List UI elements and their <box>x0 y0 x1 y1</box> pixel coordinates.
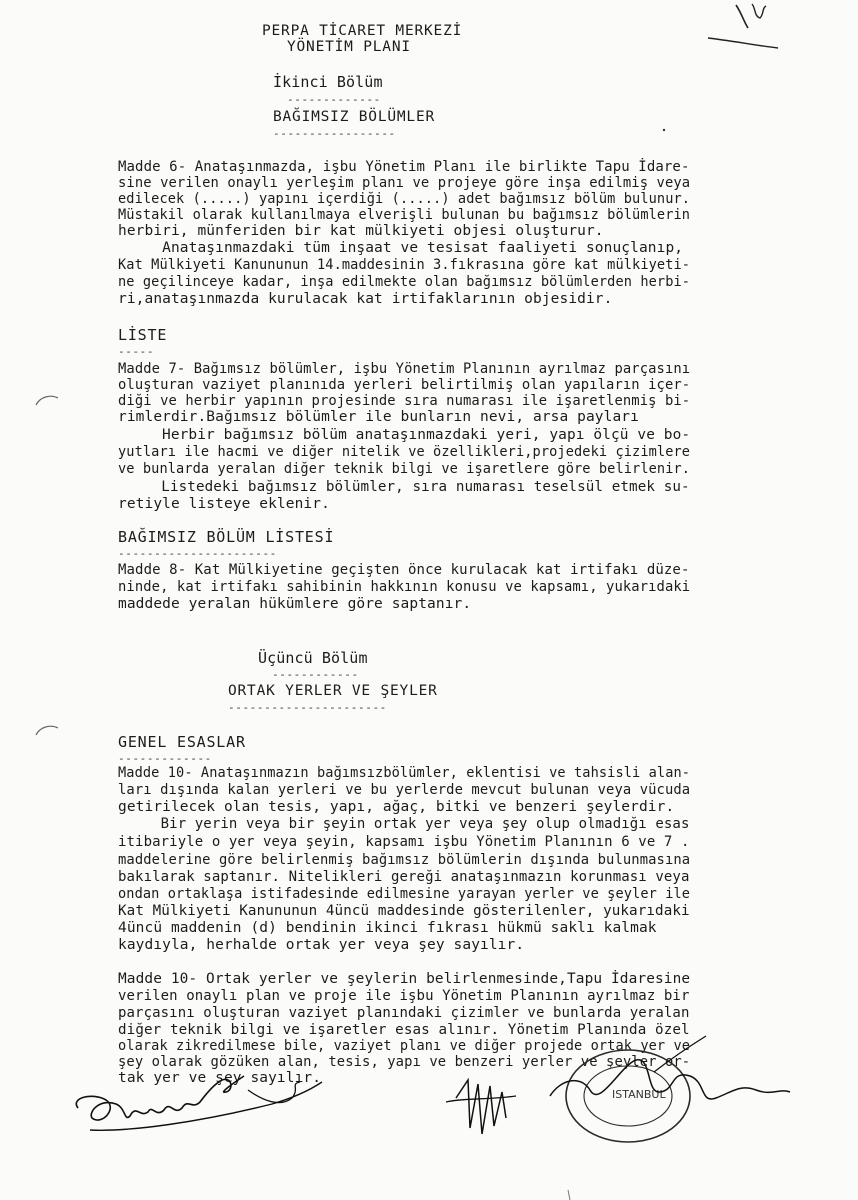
paragraph-line: olarak zikredilmese bile, vaziyet planı ve diğer projede ortak yer ve <box>118 1038 691 1054</box>
paragraph-line: tak yer ve şey sayılır. <box>118 1070 322 1086</box>
paragraph-line: Bir yerin veya bir şeyin ortak yer veya şey olup olmadığı esas <box>118 816 690 832</box>
paragraph-line: ları dışında kalan yerleri ve bu yerlerde mevcut bulunan veya vücuda <box>118 782 691 798</box>
part3-title-underline: ---------------------- <box>228 701 387 714</box>
paragraph-line: yutları ile hacmi ve diğer nitelik ve özellikleri,projedeki çizimlere <box>118 444 691 460</box>
paragraph-line: Listedeki bağımsız bölümler, sıra numarası teselsül etmek su- <box>118 479 690 495</box>
paragraph-line: Kat Mülkiyeti Kanununun 4üncü maddesinde gösterilenler, yukarıdaki <box>118 903 690 919</box>
document-title-line2: YÖNETİM PLANI <box>287 39 411 55</box>
paragraph-line: Müstakil olarak kullanılmaya elverişli bulunan bu bağımsız bölümlerin <box>118 207 691 223</box>
company-stamp <box>584 1066 672 1126</box>
paragraph-line: kaydıyla, herhalde ortak yer veya şey sayılır. <box>118 937 525 953</box>
part2-label: İkinci Bölüm <box>273 73 383 91</box>
paragraph-line: maddelerine göre belirlenmiş bağımsız bölümlerin dışında bulunmasına <box>118 852 691 868</box>
paragraph-line: Madde 8- Kat Mülkiyetine geçişten önce kurulacak kat irtifakı düze- <box>118 562 690 578</box>
liste-underline: ----- <box>118 345 155 358</box>
bb-listesi-underline: ---------------------- <box>118 547 277 560</box>
part3-label: Üçüncü Bölüm <box>258 649 368 667</box>
document-title-line1: PERPA TİCARET MERKEZİ <box>262 23 463 39</box>
paragraph-line: ninde, kat irtifakı sahibinin hakkının konusu ve kapsamı, yukarıdaki <box>118 579 691 595</box>
paragraph-line: şey olarak gözüken alan, tesis, yapı ve benzeri yerler ve şeyler or- <box>118 1054 691 1070</box>
paragraph-line: parçasını oluşturan vaziyet planındaki çizimler ve bunlarda yeralan <box>118 1005 690 1021</box>
paragraph-line: ri,anataşınmazda kurulacak kat irtifaklarının objesidir. <box>118 291 613 307</box>
punch-hole-mark <box>36 396 58 405</box>
corner-pen-mark <box>708 38 778 48</box>
part2-label-underline: ------------- <box>287 93 381 106</box>
paragraph-line: Herbir bağımsız bölüm anataşınmazdaki yeri, yapı ölçü ve bo- <box>118 427 691 443</box>
paragraph-line: diğer teknik bilgi ve işaretler esas alınır. Yönetim Planında özel <box>118 1022 690 1038</box>
paragraph-line: getirilecek olan tesis, yapı, ağaç, bitki ve benzeri şeylerdir. <box>118 799 675 815</box>
paragraph-line: 4üncü maddenin (d) bendinin ikinci fıkrası hükmü saklı kalmak <box>118 920 657 936</box>
part3-label-underline: ------------ <box>272 668 359 681</box>
part2-title-underline: ----------------- <box>273 127 396 140</box>
paragraph-line: Madde 10- Ortak yerler ve şeylerin belirlenmesinde,Tapu İdaresine <box>118 971 691 987</box>
paragraph-line: ve bunlarda yeralan diğer teknik bilgi ve işaretlere göre belirlenir. <box>118 461 691 477</box>
signature <box>446 1096 516 1102</box>
ink-dot <box>663 129 665 131</box>
paragraph-line: verilen onaylı plan ve proje ile işbu Yönetim Planının ayrılmaz bir <box>118 988 690 1004</box>
paragraph-line: Kat Mülkiyeti Kanununun 14.maddesinin 3.fıkrasına göre kat mülkiyeti- <box>118 257 691 273</box>
genel-esaslar-heading: GENEL ESASLAR <box>118 733 246 751</box>
paragraph-line: Madde 10- Anataşınmazın bağımsızbölümler, eklentisi ve tahsisli alan- <box>118 765 691 781</box>
part3-title: ORTAK YERLER VE ŞEYLER <box>228 683 438 699</box>
punch-hole-mark <box>36 726 58 735</box>
paragraph-line: Madde 6- Anataşınmazda, işbu Yönetim Planı ile birlikte Tapu İdare- <box>118 159 690 175</box>
paragraph-line: itibariyle o yer veya şeyin, kapsamı işbu Yönetim Planının 6 ve 7 . <box>118 834 690 850</box>
signature <box>90 1082 322 1130</box>
paragraph-line: ondan ortaklaşa istifadesinde edilmesine yarayan yerler ve şeyler ile <box>118 886 691 902</box>
paragraph-line: rimlerdir.Bağımsız bölümler ile bunların nevi, arsa payları <box>118 409 639 425</box>
bb-listesi-heading: BAĞIMSIZ BÖLÜM LİSTESİ <box>118 528 335 546</box>
paragraph-line: retiyle listeye eklenir. <box>118 496 330 512</box>
scan-edge-mark <box>568 1190 570 1200</box>
paragraph-line: sine verilen onaylı yerleşim planı ve projeye göre inşa edilmiş veya <box>118 175 691 191</box>
paragraph-line: maddede yeralan hükümlere göre saptanır. <box>118 596 472 612</box>
paragraph-line: bakılarak saptanır. Nitelikleri gereği anataşınmazın korunması veya <box>118 869 690 885</box>
liste-heading: LİSTE <box>118 326 168 344</box>
paragraph-line: edilecek (.....) yapını içerdiği (.....) adet bağımsız bölüm bulunur. <box>118 191 691 207</box>
paragraph-line: ne geçilinceye kadar, inşa edilmekte olan bağımsız bölümlerden herbi- <box>118 274 691 290</box>
corner-pen-mark <box>736 5 748 28</box>
paragraph-line: oluşturan vaziyet planınıda yerleri belirtilmiş olan yapıların içer- <box>118 377 691 393</box>
paragraph-line: diği ve herbir yapının projesinde sıra numarası ile işaretlenmiş bi- <box>118 393 691 409</box>
part2-title: BAĞIMSIZ BÖLÜMLER <box>273 109 436 125</box>
stamp-text: ISTANBUL <box>612 1088 666 1101</box>
signature <box>456 1080 506 1134</box>
paragraph-line: Anataşınmazdaki tüm inşaat ve tesisat faaliyeti sonuçlanıp, <box>118 240 684 256</box>
genel-esaslar-underline: ------------- <box>118 752 212 765</box>
paragraph-line: Madde 7- Bağımsız bölümler, işbu Yönetim Planının ayrılmaz parçasını <box>118 361 691 377</box>
paragraph-line: herbiri, münferiden bir kat mülkiyeti objesi oluşturur. <box>118 223 604 239</box>
corner-pen-mark <box>752 4 766 18</box>
